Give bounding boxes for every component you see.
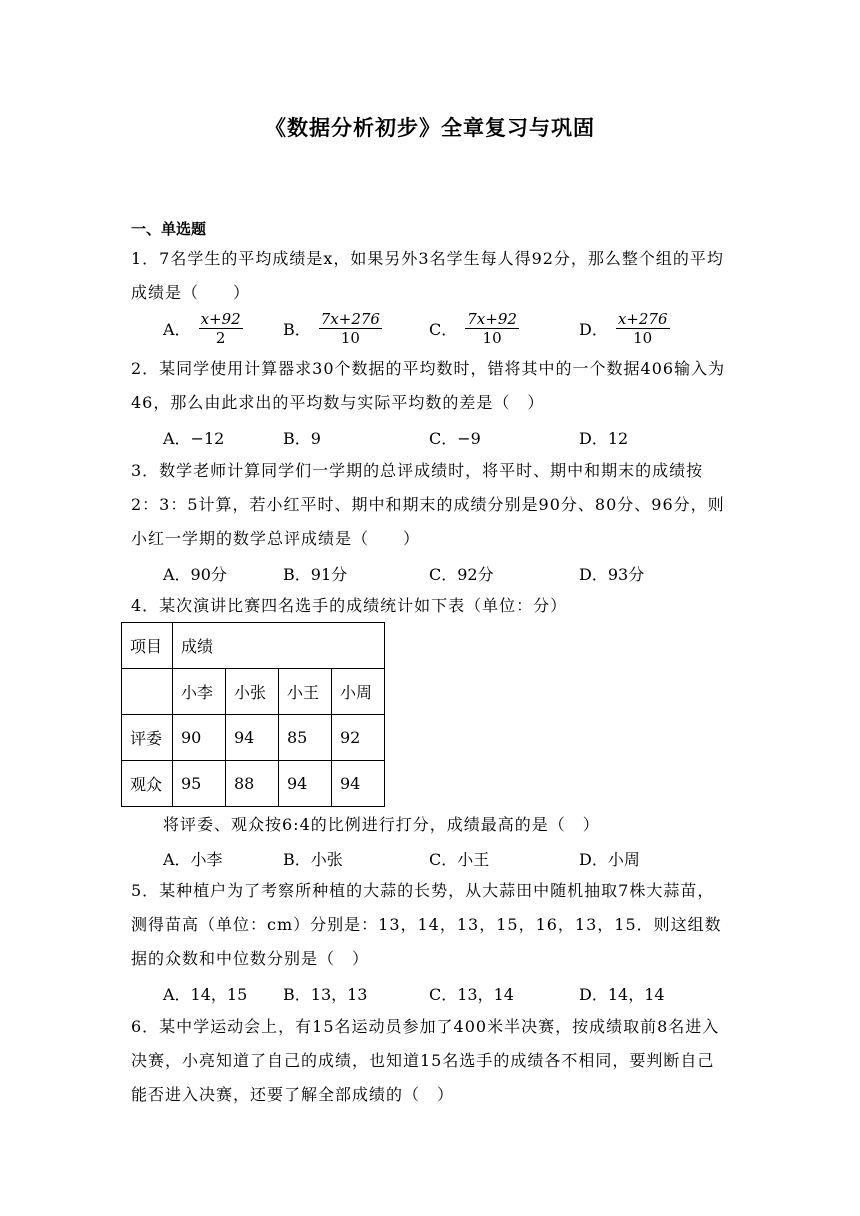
table-row [122,715,385,761]
table-row [122,623,385,669]
question-1-stem: 1．7名学生的平均成绩是x，如果另外3名学生每人得92分，那么整个组的平均成绩是（ ） [131,249,724,302]
fraction [199,310,243,347]
numerator: x+276 [617,310,668,328]
option-b[interactable]: B．91分 [283,565,348,584]
fraction [616,310,670,347]
table-cell: 小王 [279,669,332,715]
denominator: 10 [482,329,502,347]
question-1-options [163,310,723,347]
question-5-options [163,982,723,1012]
table-cell: 评委 [122,715,173,761]
option-a[interactable]: A．14，15 [163,985,248,1004]
question-3-stem: 3．数学老师计算同学们一学期的总评成绩时，将平时、期中和期末的成绩按2：3：5计算，若小红平时、期中和期末的成绩分别是90分、80分、96分，则小红一学期的数学总评成绩是（ ） [131,461,725,548]
option-d[interactable]: D．小周 [579,850,640,869]
fraction [465,310,519,347]
question-3-options [163,562,723,592]
option-a[interactable] [163,310,243,347]
table-cell: 92 [332,715,385,761]
section-heading: 一、单选题 [131,220,207,238]
question-5-stem: 5．某种植户为了考察所种植的大蒜的长势，从大蒜田中随机抽取7株大蒜苗，测得苗高（单位：cm）分别是：13，14，13，15，16，13，15．则这组数据的众数和中位数分别是（ ） [131,881,722,968]
option-label: D． [579,320,608,339]
option-label: B． [283,320,311,339]
question-2-options [163,426,723,456]
denominator: 10 [633,329,653,347]
option-b[interactable]: B．小张 [283,850,343,869]
option-b[interactable]: B．13，13 [283,985,368,1004]
table-cell: 88 [226,761,279,807]
option-d[interactable]: D．93分 [579,565,645,584]
denominator: 2 [215,329,226,347]
table-cell: 94 [279,761,332,807]
denominator: 10 [340,329,360,347]
table-cell: 95 [173,761,226,807]
question-4-options [163,847,723,877]
option-label: C． [429,320,458,339]
option-a[interactable]: A．−12 [163,429,225,448]
table-cell: 小周 [332,669,385,715]
question-2-stem: 2．某同学使用计算器求30个数据的平均数时，错将其中的一个数据406输入为46，那么由此求出的平均数与实际平均数的差是（ ） [131,359,726,412]
table-cell: 项目 [122,623,173,669]
option-c[interactable]: C．−9 [429,429,481,448]
option-c[interactable]: C．13，14 [429,985,514,1004]
table-cell: 观众 [122,761,173,807]
table-row [122,761,385,807]
option-c[interactable]: C．92分 [429,565,494,584]
option-label: A． [163,320,191,339]
table-cell: 小李 [173,669,226,715]
score-table [121,622,385,807]
option-c[interactable]: C．小王 [429,850,490,869]
table-cell [122,669,173,715]
page-title: 《数据分析初步》全章复习与巩固 [265,116,595,140]
numerator: x+92 [200,310,241,328]
option-d[interactable] [579,310,670,347]
table-row [122,669,385,715]
option-a[interactable]: A．小李 [163,850,223,869]
table-cell: 94 [226,715,279,761]
table-cell: 小张 [226,669,279,715]
table-cell: 94 [332,761,385,807]
fraction [319,310,382,347]
question-6-stem: 6．某中学运动会上，有15名运动员参加了400米半决赛，按成绩取前8名进入决赛，小亮知道了自己的成绩，也知道15名选手的成绩各不相同，要判断自己能否进入决赛，还要了解全部成绩的（ ） [131,1017,720,1104]
table-cell: 85 [279,715,332,761]
option-d[interactable]: D．14，14 [579,985,665,1004]
table-cell: 成绩 [173,623,385,669]
question-4-note: 将评委、观众按6:4的比例进行打分，成绩最高的是（ ） [163,815,600,834]
option-c[interactable] [429,310,519,347]
table-cell: 90 [173,715,226,761]
option-b[interactable] [283,310,382,347]
numerator: 7x+92 [467,310,517,328]
question-4-stem: 4．某次演讲比赛四名选手的成绩统计如下表（单位：分） [131,596,568,615]
option-a[interactable]: A．90分 [163,565,227,584]
option-b[interactable]: B．9 [283,429,321,448]
option-d[interactable]: D．12 [579,429,629,448]
numerator: 7x+276 [320,310,380,328]
